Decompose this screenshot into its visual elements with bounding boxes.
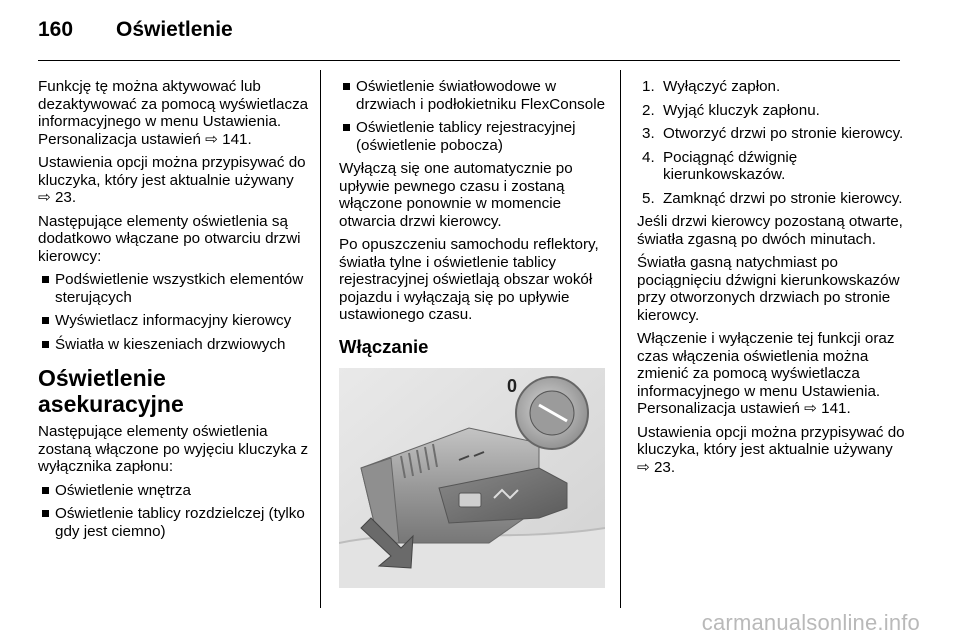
paragraph: Ustawienia opcji można przypisywać do kluczyka, który jest aktualnie używany ⇨ 23. bbox=[637, 423, 905, 476]
list-item: Oświetlenie wnętrza bbox=[38, 482, 310, 500]
paragraph: Ustawienia opcji można przypisywać do kluczyka, który jest aktualnie używany ⇨ 23. bbox=[38, 154, 306, 206]
bullet-list bbox=[339, 78, 611, 154]
paragraph: Włączenie i wyłączenie tej funkcji oraz czas włączenia oświetlenia można zmienić za pomocą wyświetlacza informacyjnego w menu Ustawienia. Personalizacja ustawień ⇨ 141. bbox=[637, 330, 895, 417]
ignition-position-label: 0 bbox=[507, 375, 518, 396]
column-2 bbox=[339, 78, 611, 588]
list-item: Światła w kieszeniach drzwiowych bbox=[38, 336, 310, 354]
list-item: 1. Wyłączyć zapłon. bbox=[642, 78, 781, 95]
page-ref-arrow-icon: ⇨ bbox=[38, 189, 51, 206]
column-divider bbox=[620, 70, 621, 608]
list-item: Oświetlenie tablicy rozdzielczej (tylko gdy jest ciemno) bbox=[38, 505, 310, 540]
paragraph: Wyłączą się one automatycznie po upływie pewnego czasu i zostaną włączone ponownie w momencie otwarcia drzwi kierowcy. bbox=[339, 160, 573, 230]
watermark: carmanualsonline.info bbox=[701, 610, 920, 635]
paragraph: Następujące elementy oświetlenia są dodatkowo włączane po otwarciu drzwi kierowcy: bbox=[38, 212, 301, 265]
list-item: 4. Pociągnąć dźwignię kierunkowskazów. bbox=[642, 148, 798, 183]
page-ref-arrow-icon: ⇨ bbox=[205, 130, 218, 148]
bullet-icon bbox=[343, 83, 350, 90]
paragraph: Po opuszczeniu samochodu reflektory, światła tylne i oświetlenie tablicy rejestracyjnej oświetlają obszar wokół pojazdu i wyłączają się po upływie ustawionego czasu. bbox=[339, 236, 599, 323]
list-item: Wyświetlacz informacyjny kierowcy bbox=[38, 312, 310, 330]
bullet-list bbox=[38, 271, 310, 353]
turn-signal-lever-illustration bbox=[339, 368, 605, 588]
bullet-icon bbox=[42, 276, 49, 283]
column-3 bbox=[637, 78, 905, 482]
paragraph: Funkcję tę można aktywować lub dezaktywować za pomocą wyświetlacza informacyjnego w menu Ustawienia. Personalizacja ustawień ⇨ 141. bbox=[38, 78, 309, 148]
list-item: 5. Zamknąć drzwi po stronie kierowcy. bbox=[642, 189, 903, 207]
bullet-icon bbox=[343, 124, 350, 131]
bullet-icon bbox=[42, 510, 49, 517]
paragraph: Światła gasną natychmiast po pociągnięciu dźwigni kierunkowskazów przy otworzonych drzwiach po stronie kierowcy. bbox=[637, 254, 900, 324]
section-heading: Oświetlenie asekuracyjne bbox=[38, 365, 184, 417]
column-divider bbox=[320, 70, 321, 608]
subsection-heading: Włączanie bbox=[339, 335, 429, 357]
column-1 bbox=[38, 78, 310, 546]
list-item: Podświetlenie wszystkich elementów sterujących bbox=[38, 271, 310, 306]
paragraph: Jeśli drzwi kierowcy pozostaną otwarte, światła zgasną po dwóch minutach. bbox=[637, 213, 903, 248]
list-item: 2. Wyjąć kluczyk zapłonu. bbox=[642, 101, 820, 119]
bullet-list bbox=[38, 482, 310, 541]
page-ref-arrow-icon: ⇨ bbox=[637, 458, 650, 476]
header-rule bbox=[38, 60, 900, 61]
list-item: Oświetlenie światłowodowe w drzwiach i podłokietniku FlexConsole bbox=[339, 78, 611, 113]
page-number: 160 bbox=[38, 18, 74, 41]
bullet-icon bbox=[42, 487, 49, 494]
section-title: Oświetlenie bbox=[116, 18, 233, 41]
list-item: Oświetlenie tablicy rejestracyjnej (oświetlenie pobocza) bbox=[339, 119, 611, 154]
paragraph: Następujące elementy oświetlenia zostaną włączone po wyjęciu kluczyka z wyłącznika zapłonu: bbox=[38, 423, 309, 475]
bullet-icon bbox=[42, 317, 49, 324]
list-item: 3. Otworzyć drzwi po stronie kierowcy. bbox=[642, 125, 904, 142]
page-ref-arrow-icon: ⇨ bbox=[804, 400, 817, 417]
bullet-icon bbox=[42, 341, 49, 348]
numbered-list bbox=[637, 78, 905, 207]
